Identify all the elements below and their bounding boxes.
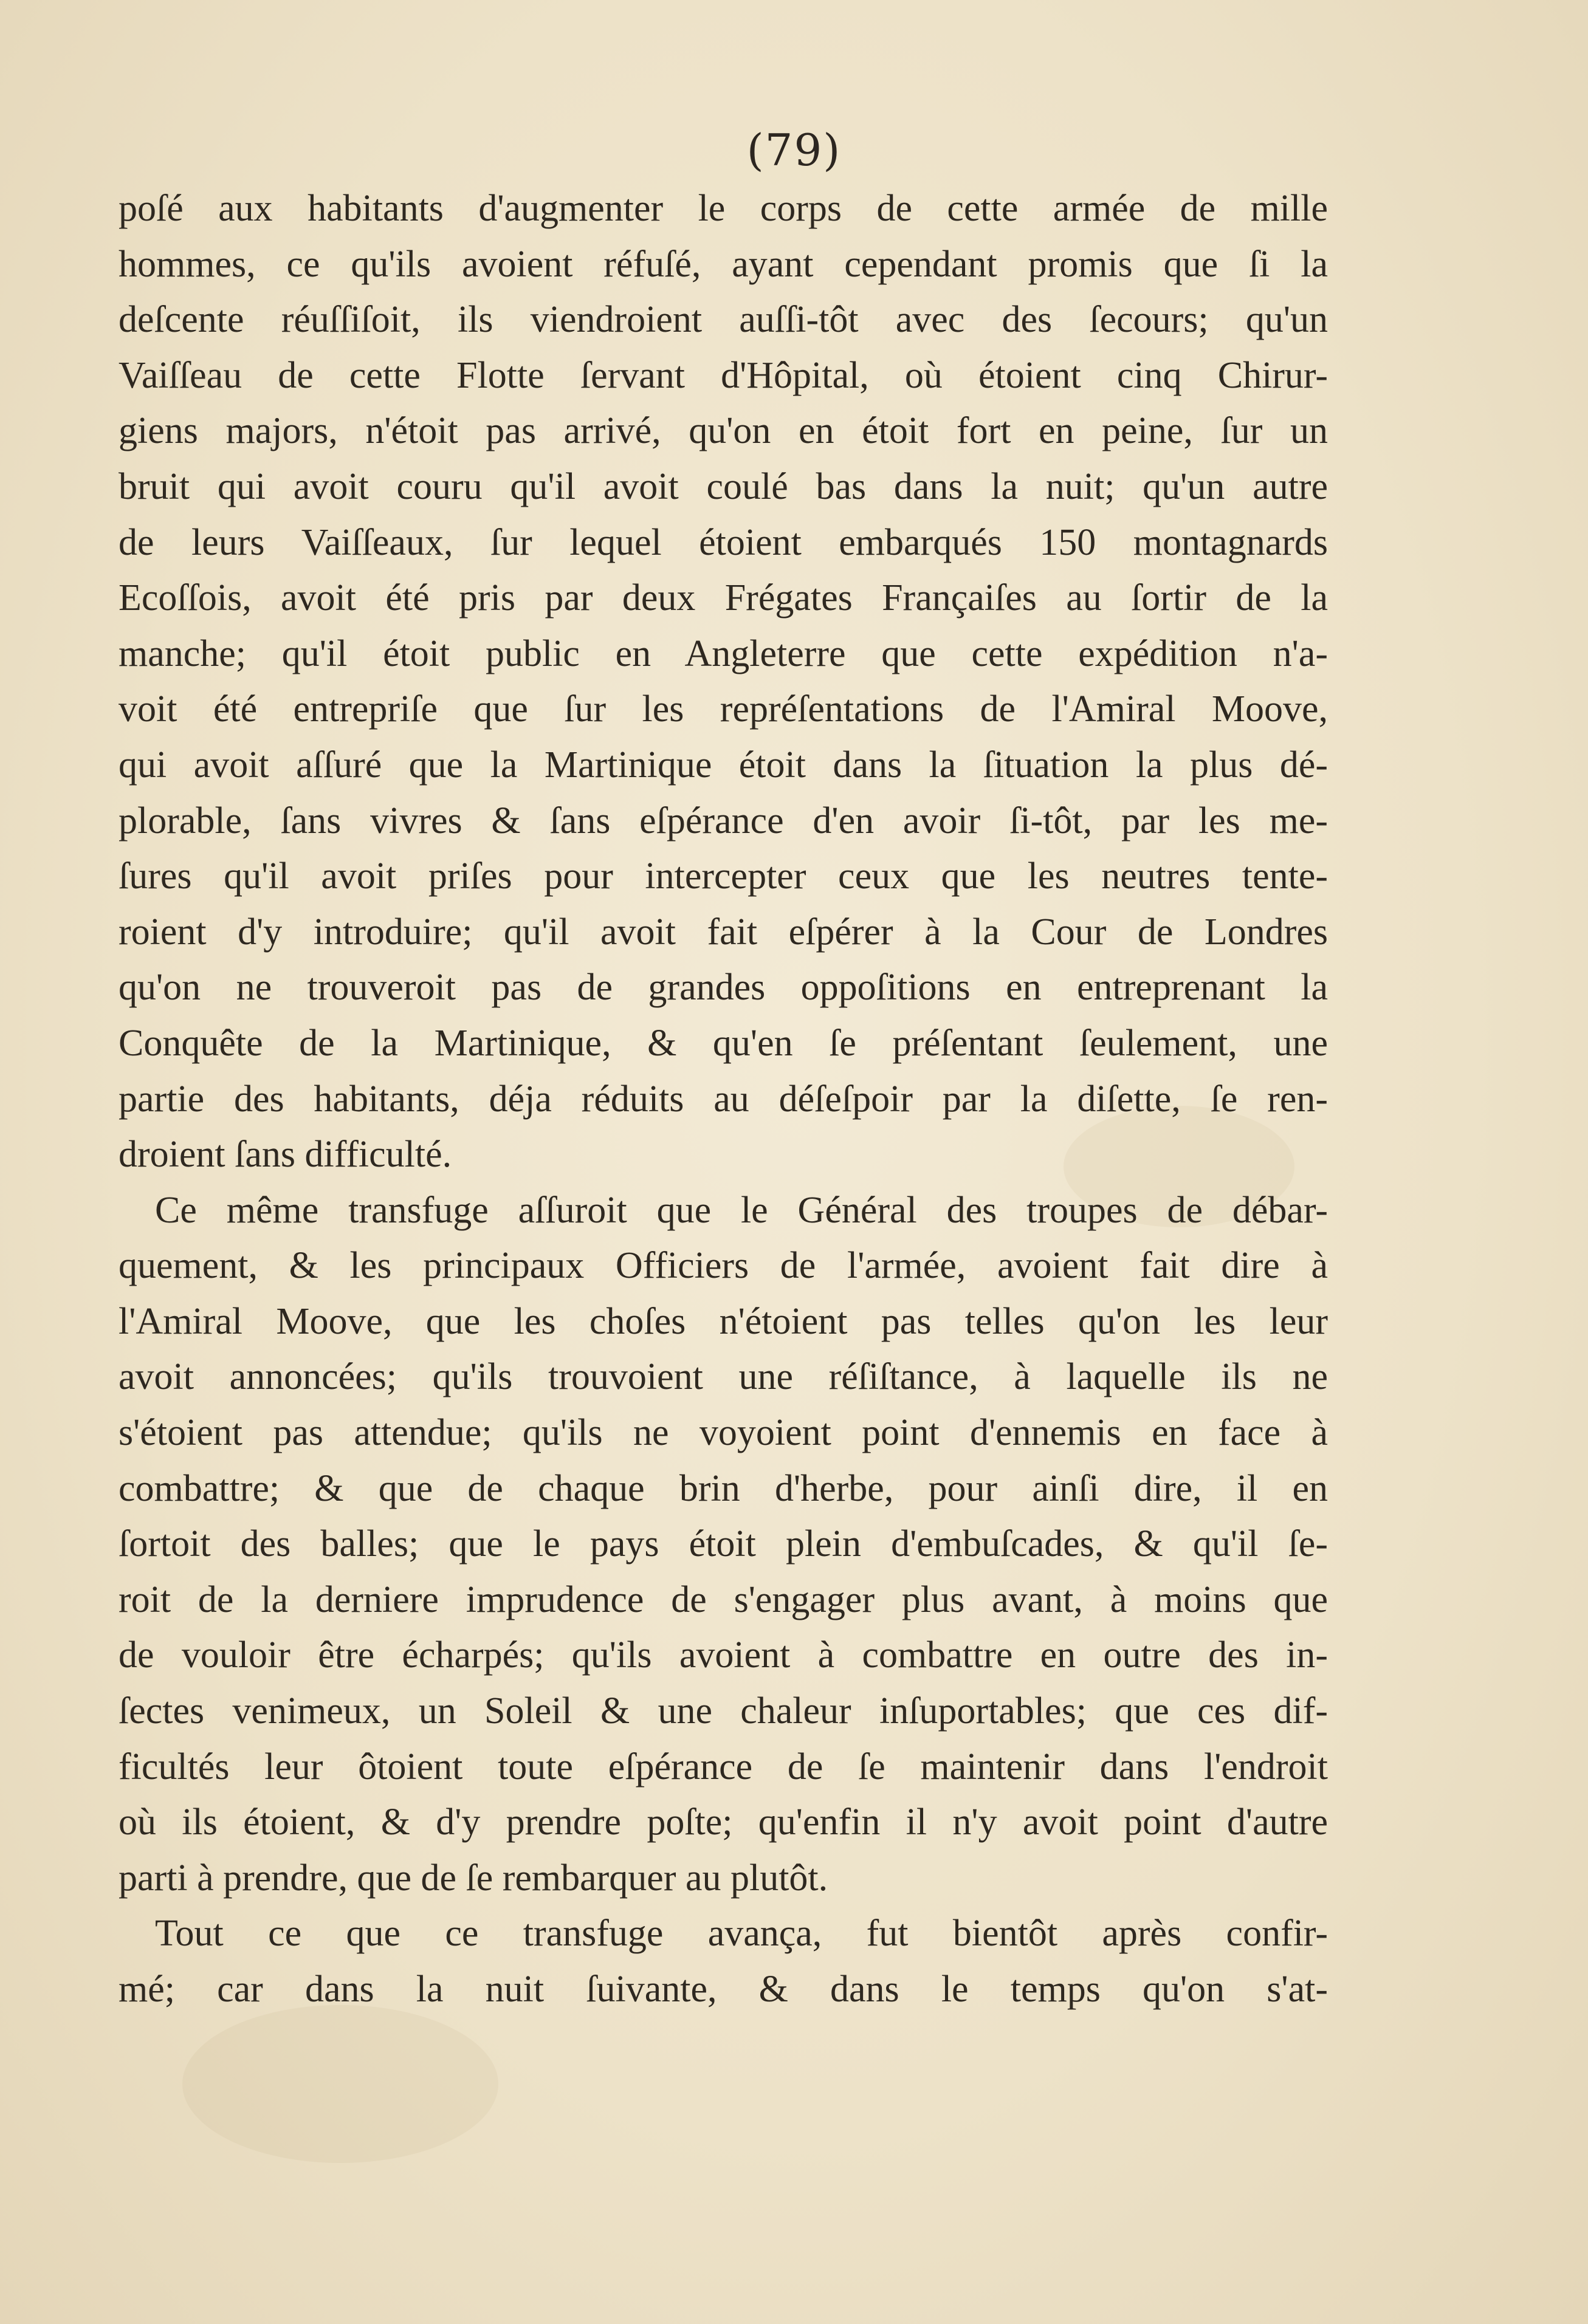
- text-line: de leurs Vaiſſeaux, ſur lequel étoient embarqués 150 montagnards: [119, 521, 1328, 563]
- text-line: de vouloir être écharpés; qu'ils avoient à combattre en outre des in-: [119, 1634, 1328, 1676]
- text-line: Conquête de la Martinique, & qu'en ſe préſentant ſeulement, une: [119, 1022, 1328, 1064]
- text-line: Ecoſſois, avoit été pris par deux Frégates Françaiſes au ſortir de la: [119, 577, 1328, 619]
- text-line: giens majors, n'étoit pas arrivé, qu'on en étoit fort en peine, ſur un: [119, 410, 1328, 452]
- text-line: droient ſans difficulté.: [119, 1134, 452, 1176]
- text-line: ſures qu'il avoit priſes pour intercepter ceux que les neutres tente-: [119, 855, 1328, 897]
- text-line: deſcente réuſſiſoit, ils viendroient auſſi-tôt avec des ſecours; qu'un: [119, 299, 1328, 341]
- text-line: ſortoit des balles; que le pays étoit plein d'embuſcades, & qu'il ſe-: [119, 1523, 1328, 1565]
- text-line: qui avoit aſſuré que la Martinique étoit dans la ſituation la plus dé-: [119, 744, 1328, 786]
- text-line: plorable, ſans vivres & ſans eſpérance d'en avoir ſi-tôt, par les me-: [119, 800, 1328, 842]
- text-line: avoit annoncées; qu'ils trouvoient une réſiſtance, à laquelle ils ne: [119, 1356, 1328, 1398]
- text-line: ficultés leur ôtoient toute eſpérance de ſe maintenir dans l'endroit: [119, 1746, 1328, 1788]
- paper-stain: [182, 2005, 498, 2163]
- text-line: combattre; & que de chaque brin d'herbe, pour ainſi dire, il en: [119, 1467, 1328, 1509]
- text-line: hommes, ce qu'ils avoient réfuſé, ayant cependant promis que ſi la: [119, 243, 1328, 285]
- text-line: s'étoient pas attendue; qu'ils ne voyoient point d'ennemis en face à: [119, 1412, 1328, 1454]
- text-line: ſectes venimeux, un Soleil & une chaleur inſuportables; que ces dif-: [119, 1690, 1328, 1732]
- text-line: partie des habitants, déja réduits au déſeſpoir par la diſette, ſe ren-: [119, 1078, 1328, 1120]
- text-line: roient d'y introduire; qu'il avoit fait eſpérer à la Cour de Londres: [119, 911, 1328, 953]
- text-line: Ce même transfuge aſſuroit que le Général des troupes de débar-: [155, 1189, 1328, 1231]
- body-text: [119, 181, 1328, 2018]
- text-line: poſé aux habitants d'augmenter le corps de cette armée de mille: [119, 188, 1328, 229]
- text-line: bruit qui avoit couru qu'il avoit coulé bas dans la nuit; qu'un autre: [119, 465, 1328, 507]
- text-line: qu'on ne trouveroit pas de grandes oppoſitions en entreprenant la: [119, 967, 1328, 1009]
- text-line: manche; qu'il étoit public en Angleterre que cette expédition n'a-: [119, 632, 1328, 674]
- page-number: (79): [746, 125, 842, 176]
- text-line: où ils étoient, & d'y prendre poſte; qu'enfin il n'y avoit point d'autre: [119, 1801, 1328, 1843]
- text-line: quement, & les principaux Officiers de l'armée, avoient fait dire à: [119, 1245, 1328, 1287]
- text-line: mé; car dans la nuit ſuivante, & dans le temps qu'on s'at-: [119, 1969, 1328, 2010]
- text-line: Vaiſſeau de cette Flotte ſervant d'Hôpital, où étoient cinq Chirur-: [119, 354, 1328, 396]
- text-line: l'Amiral Moove, que les choſes n'étoient pas telles qu'on les leur: [119, 1300, 1328, 1342]
- text-line: parti à prendre, que de ſe rembarquer au plutôt.: [119, 1857, 828, 1899]
- text-line: roit de la derniere imprudence de s'engager plus avant, à moins que: [119, 1578, 1328, 1620]
- text-line: voit été entrepriſe que ſur les repréſentations de l'Amiral Moove,: [119, 688, 1328, 730]
- text-line: Tout ce que ce transfuge avança, fut bientôt après confir-: [155, 1913, 1328, 1955]
